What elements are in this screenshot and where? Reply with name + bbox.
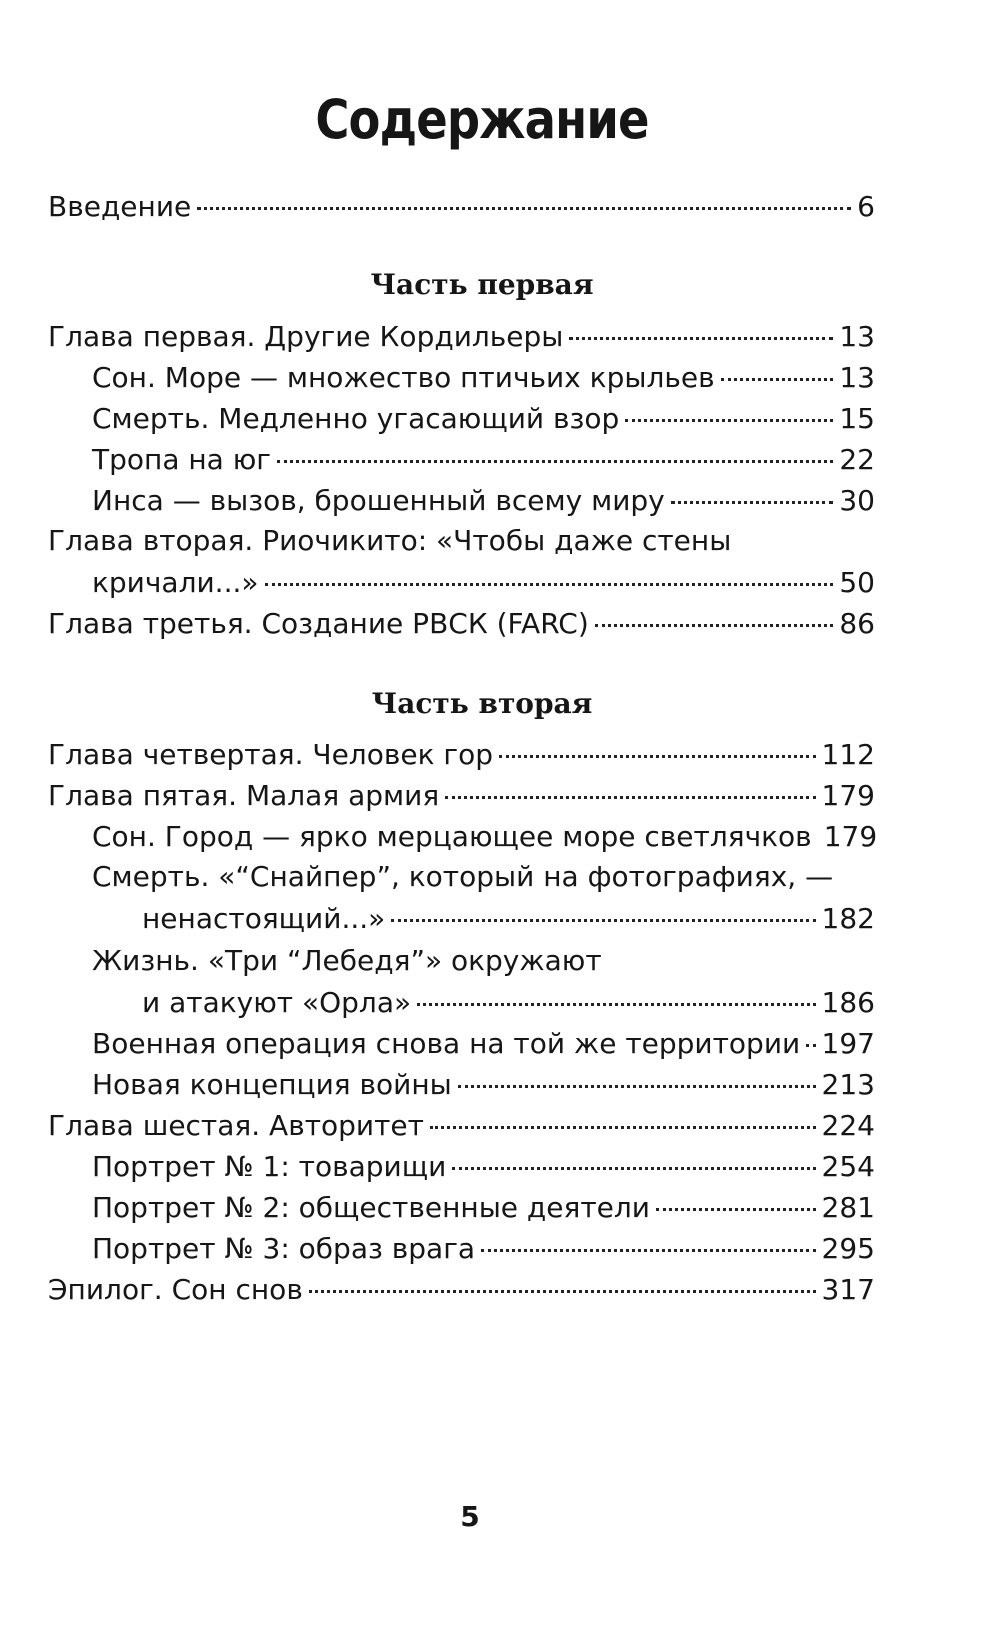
entry-page: 213 [821,1068,875,1101]
entry-title: Эпилог. Сон снов [48,1273,303,1306]
entry-title: Смерть. Медленно угасающий взор [92,402,620,435]
entry-page: 179 [823,820,878,853]
entry-page: 182 [821,902,875,935]
entry-page: 6 [857,190,875,223]
dot-leader [721,350,834,381]
entry-title: Глава первая. Другие Кордильеры [48,320,564,353]
entry-title: Тропа на юг [92,443,272,476]
entry-page: 295 [821,1232,875,1265]
dot-leader [197,179,851,210]
toc-entry-epilogue[interactable] [48,1268,875,1310]
toc-entry-ch5-section-3-line1[interactable]: Жизнь. «Три “Лебедя”» окружают [92,944,602,977]
dot-leader [499,727,816,758]
entry-page: 86 [839,607,875,640]
dot-leader [458,1057,816,1088]
entry-title: Глава третья. Создание РВСК (FARC) [48,607,589,640]
entry-title: Портрет № 1: товарищи [92,1150,447,1183]
part-heading-1: Часть первая [370,268,594,301]
entry-title: ненастоящий...» [142,902,386,935]
entry-page: 15 [839,402,875,435]
entry-page: 30 [839,484,875,517]
entry-title: Портрет № 3: образ врага [92,1232,476,1265]
dot-leader [481,1221,815,1252]
dot-leader [417,975,815,1006]
entry-title: Сон. Море — множество птичьих крыльев [92,361,715,394]
dot-leader [671,473,834,504]
toc-entry-ch5-section-2-line1[interactable]: Смерть. «“Снайпер”, который на фотографиях, — [92,860,834,893]
entry-title: кричали...» [92,566,259,599]
entry-title: Военная операция снова на той же территории [92,1027,801,1060]
toc-entry-ch5-section-1[interactable] [92,815,878,857]
toc-entry-ch1-section-4[interactable] [92,479,875,521]
dot-leader [391,891,815,922]
part-heading-2: Часть вторая [371,687,593,720]
page-title: Содержание [315,88,649,151]
entry-page: 13 [839,320,875,353]
toc-entry-chapter-2-line1[interactable]: Глава вторая. Риочикито: «Чтобы даже стены [48,524,732,557]
entry-page: 317 [821,1273,875,1306]
entry-title: Введение [48,190,192,223]
entry-page: 179 [821,779,875,812]
entry-page: 13 [839,361,875,394]
dot-leader [569,309,833,340]
dot-leader [430,1098,816,1129]
entry-page: 281 [821,1191,875,1224]
entry-title: Сон. Город — ярко мерцающее море светлячков [92,820,812,853]
page-number: 5 [460,1500,480,1533]
dot-leader [265,555,834,586]
entry-page: 112 [821,738,875,771]
entry-title: и атакуют «Орла» [142,986,412,1019]
entry-page: 22 [839,443,875,476]
dot-leader [277,432,833,463]
entry-title: Портрет № 2: общественные деятели [92,1191,650,1224]
entry-page: 224 [821,1109,875,1142]
entry-page: 50 [839,566,875,599]
toc-entry-ch5-section-3[interactable] [142,981,875,1023]
dot-leader [452,1139,815,1170]
entry-title: Инса — вызов, брошенный всему миру [92,484,665,517]
toc-entry-chapter-3[interactable] [48,602,875,644]
dot-leader [656,1180,816,1211]
entry-title: Новая концепция войны [92,1068,452,1101]
toc-entry-chapter-5[interactable] [48,774,875,816]
dot-leader [445,768,815,799]
entry-page: 254 [821,1150,875,1183]
dot-leader [309,1262,816,1293]
toc-entry-intro[interactable] [48,185,875,227]
dot-leader [595,596,834,627]
toc-entry-ch5-section-2[interactable] [142,897,875,939]
dot-leader [806,1016,815,1047]
entry-title: Глава пятая. Малая армия [48,779,440,812]
entry-page: 186 [821,986,875,1019]
entry-title: Глава шестая. Авторитет [48,1109,424,1142]
entry-title: Глава четвертая. Человек гор [48,738,493,771]
entry-page: 197 [821,1027,875,1060]
dot-leader [625,391,833,422]
